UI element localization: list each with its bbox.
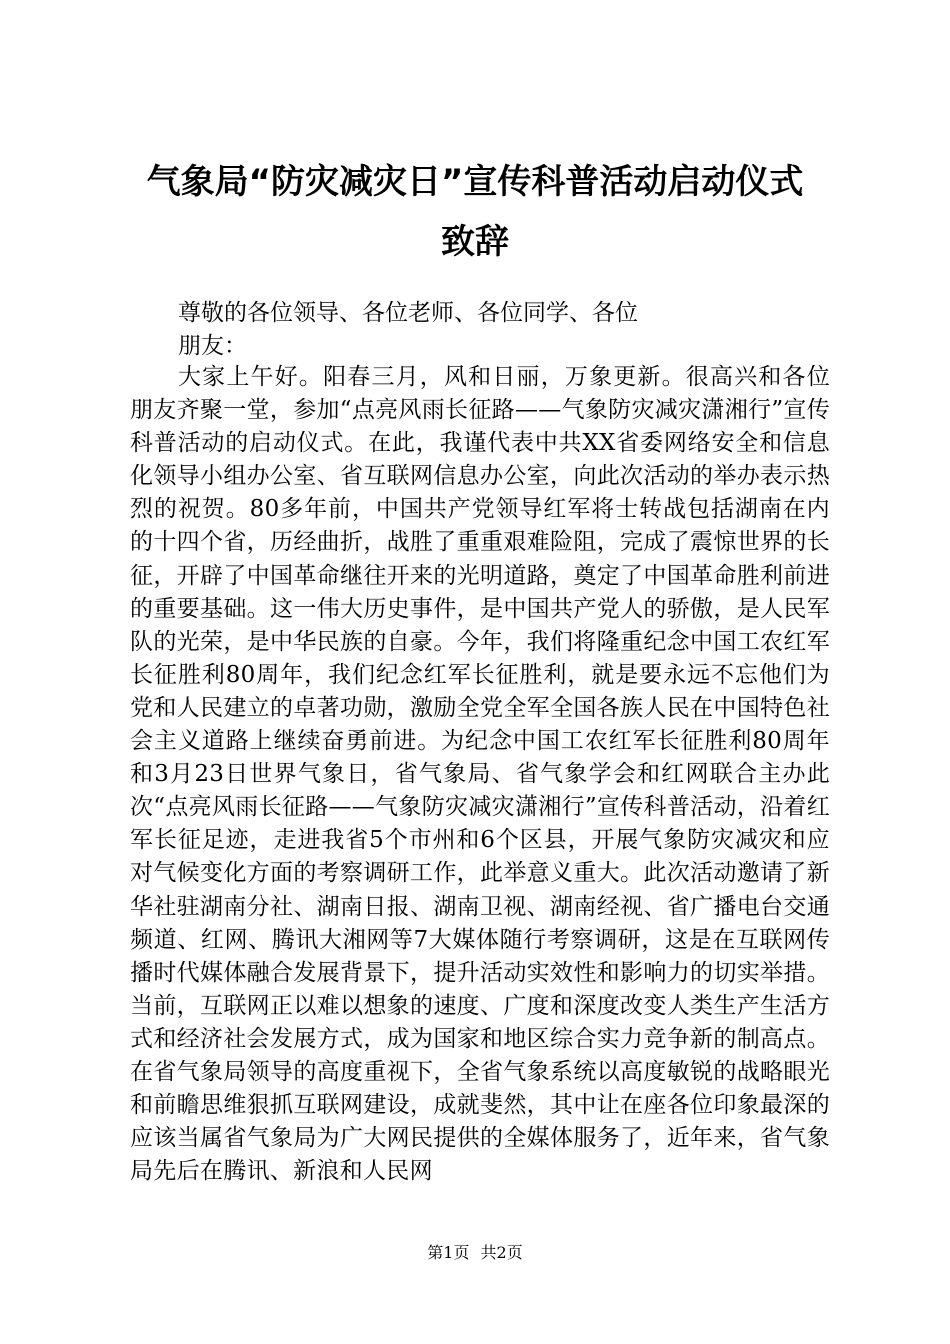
document-title-line1: 气象局“防灾减灾日”宣传科普活动启动仪式 — [146, 162, 804, 202]
salutation-line1 — [130, 297, 830, 330]
salutation-line2 — [130, 330, 830, 363]
page-footer — [0, 1242, 950, 1264]
page-number-total: 共2页 — [480, 1243, 523, 1262]
page-number-current: 第1页 — [427, 1243, 470, 1262]
document-title-line2: 致辞 — [441, 222, 509, 262]
salutation-text-1: 尊敬的各位领导、各位老师、各位同学、各位 — [178, 300, 638, 326]
body-paragraph: 大家上午好。阳春三月，风和日丽，万象更新。很高兴和各位朋友齐聚一堂，参加“点亮风雨长征路——气象防灾减灾潇湘行”宣传科普活动的启动仪式。在此，我谨代表中共XX省委网络安全和信息化领导小组办公室、省互联网信息办公室，向此次活动的举办表示热烈的祝贺。80多年前，中国共产党领导红军将士转战包括湖南在内的十四个省，历经曲折，战胜了重重艰难险阻，完成了震惊世界的长征，开辟了中国革命继往开来的光明道路，奠定了中国革命胜利前进的重要基础。这一伟大历史事件，是中国共产党人的骄傲，是人民军队的光荣，是中华民族的自豪。今年，我们将隆重纪念中国工农红军长征胜利80周年，我们纪念红军长征胜利，就是要永远不忘他们为党和人民建立的卓著功勋，激励全党全军全国各族人民在中国特色社会主义道路上继续奋勇前进。为纪念中国工农红军长征胜利80周年和3月23日世界气象日，省气象局、省气象学会和红网联合主办此次“点亮风雨长征路——气象防灾减灾潇湘行”宣传科普活动，沿着红军长征足迹，走进我省5个市州和6个区县，开展气象防灾减灾和应对气候变化方面的考察调研工作，此举意义重大。此次活动邀请了新华社驻湖南分社、湖南日报、湖南卫视、湖南经视、省广播电台交通频道、红网、腾讯大湘网等7大媒体随行考察调研，这是在互联网传播时代媒体融合发展背景下，提升活动实效性和影响力的切实举措。当前，互联网正以难以想象的速度、广度和深度改变人类生产生活方式和经济社会发展方式，成为国家和地区综合实力竞争新的制高点。在省气象局领导的高度重视下，全省气象系统以高度敏锐的战略眼光和前瞻思维狠抓互联网建设，成就斐然，其中让在座各位印象最深的应该当属省气象局为广大网民提供的全媒体服务了，近年来，省气象局先后在腾讯、新浪和人民网 — [130, 364, 830, 1185]
salutation-text-2: 朋友： — [178, 333, 247, 359]
